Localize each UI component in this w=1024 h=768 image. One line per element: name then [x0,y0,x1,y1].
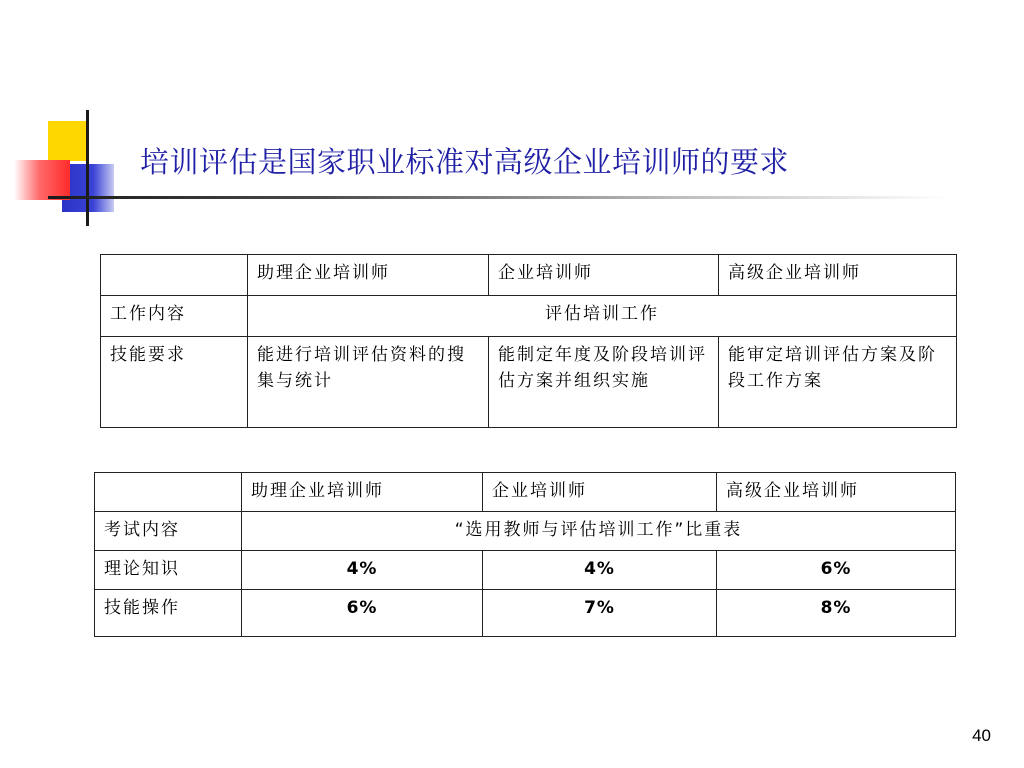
table-header-row [101,255,957,296]
page-number: 40 [972,726,991,745]
table-row [101,296,957,337]
logo-vertical-line [86,110,89,226]
table-row [95,512,956,551]
logo-yellow-square [48,121,86,161]
cell-assistant-theory: 4% [242,551,483,590]
table-row [95,590,956,637]
header-senior-trainer: 高级企业培训师 [717,473,956,512]
cell-trainer-theory: 4% [483,551,717,590]
cell-trainer-skill: 能制定年度及阶段培训评估方案并组织实施 [489,337,719,428]
merged-cell-work-content: 评估培训工作 [248,296,957,337]
exam-weight-table [94,472,956,637]
table-row [101,337,957,428]
header-assistant-trainer: 助理企业培训师 [242,473,483,512]
header-trainer: 企业培训师 [483,473,717,512]
header-trainer: 企业培训师 [489,255,719,296]
cell-assistant-operation: 6% [242,590,483,637]
cell-senior-skill: 能审定培训评估方案及阶段工作方案 [719,337,957,428]
row-label-skill-operation: 技能操作 [95,590,242,637]
header-assistant-trainer: 助理企业培训师 [248,255,489,296]
requirements-table [100,254,957,428]
row-label-exam-content: 考试内容 [95,512,242,551]
merged-cell-exam-content: “选用教师与评估培训工作”比重表 [242,512,956,551]
cell-senior-operation: 8% [717,590,956,637]
row-label-theory: 理论知识 [95,551,242,590]
cell-trainer-operation: 7% [483,590,717,637]
header-empty-cell [95,473,242,512]
row-label-skill-requirements: 技能要求 [101,337,248,428]
row-label-work-content: 工作内容 [101,296,248,337]
title-underline [48,196,948,199]
header-empty-cell [101,255,248,296]
header-senior-trainer: 高级企业培训师 [719,255,957,296]
table-header-row [95,473,956,512]
table-row [95,551,956,590]
cell-assistant-skill: 能进行培训评估资料的搜集与统计 [248,337,489,428]
slide-title: 培训评估是国家职业标准对高级企业培训师的要求 [140,145,790,179]
logo-red-square [14,160,70,200]
cell-senior-theory: 6% [717,551,956,590]
